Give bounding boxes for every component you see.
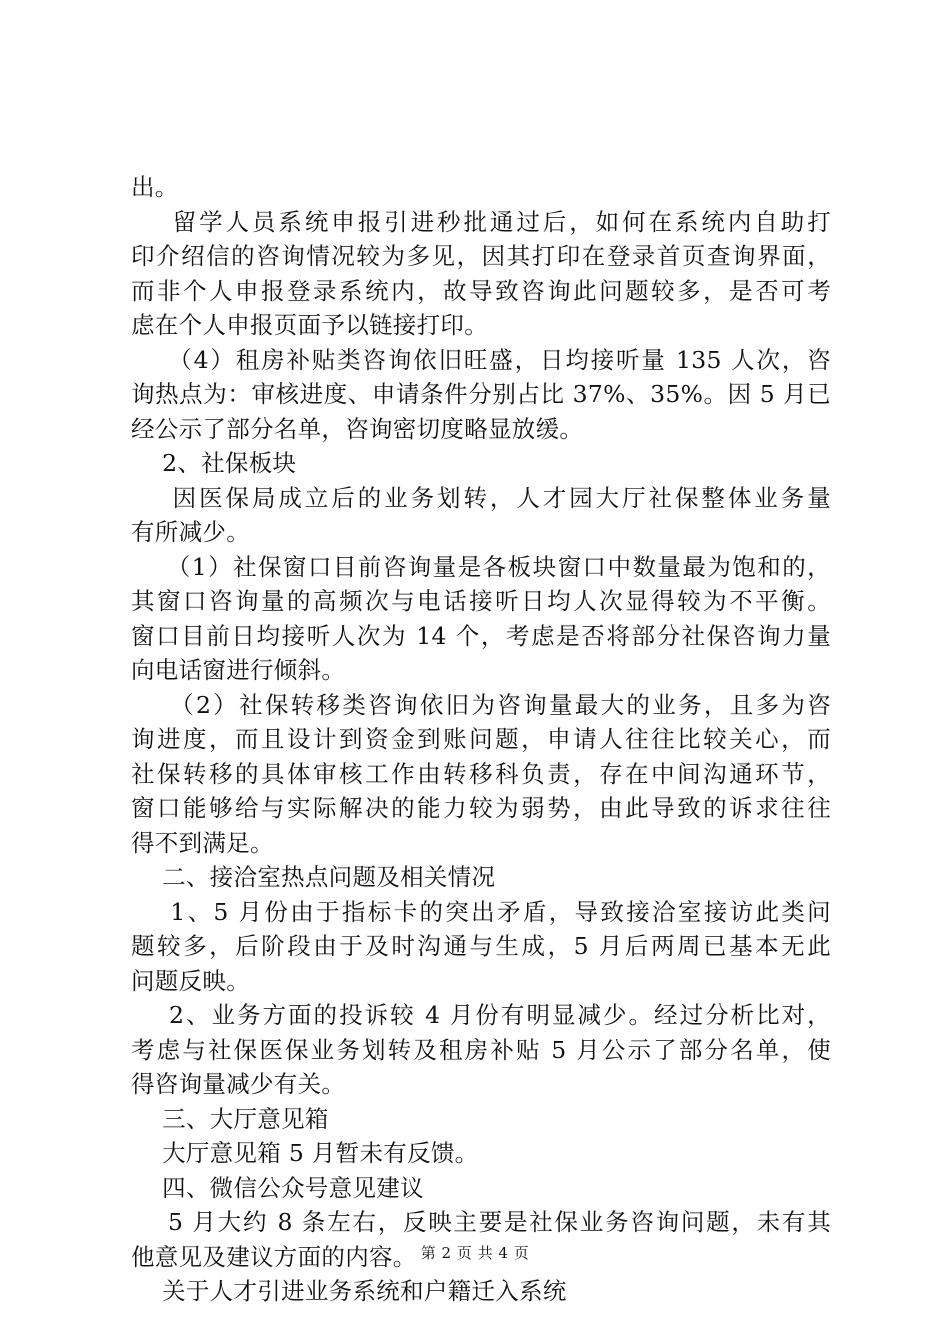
text-line: 大厅意见箱 5 月暂未有反馈。	[131, 1139, 479, 1167]
text-line: 有所减少。	[131, 518, 250, 546]
text-line: 题较多，后阶段由于及时沟通与生成，5 月后两周已基本无此	[131, 932, 831, 960]
text-line: 虑在个人申报页面予以链接打印。	[131, 311, 488, 339]
text-line: 询进度，而且设计到资金到账问题，申请人往往比较关心，而	[131, 725, 831, 753]
text-line: 2、业务方面的投诉较 4 月份有明显减少。经过分析比对，	[131, 1001, 831, 1029]
text-line: 其窗口咨询量的高频次与电话接听日均人次显得较为不平衡。	[131, 587, 831, 615]
text-line: 得不到满足。	[131, 828, 274, 857]
text-line: 社保转移的具体审核工作由转移科负责，存在中间沟通环节，	[131, 759, 831, 788]
text-line: 出。	[131, 173, 179, 201]
text-line: 因医保局成立后的业务划转，人才园大厅社保整体业务量	[131, 483, 831, 512]
section-heading: 2、社保板块	[131, 449, 297, 477]
text-line: 考虑与社保医保业务划转及租房补贴 5 月公示了部分名单，使	[131, 1035, 831, 1064]
text-line: 而非个人申报登录系统内，故导致咨询此问题较多，是否可考	[131, 276, 831, 305]
text-line: 经公示了部分名单，咨询密切度略显放缓。	[131, 414, 584, 443]
document-body	[131, 170, 831, 1309]
text-line: 印介绍信的咨询情况较为多见，因其打印在登录首页查询界面，	[131, 242, 831, 270]
section-heading: 三、大厅意见箱	[131, 1104, 329, 1133]
text-line: （4）租房补贴类咨询依旧旺盛，日均接听量 135 人次，咨	[131, 345, 831, 374]
text-line: 询热点为：审核进度、申请条件分别占比 37%、35%。因 5 月已	[131, 380, 831, 408]
text-line: 窗口目前日均接听人次为 14 个，考虑是否将部分社保咨询力量	[131, 621, 831, 650]
text-line: （1）社保窗口目前咨询量是各板块窗口中数量最为饱和的，	[131, 552, 831, 581]
text-line: 窗口能够给与实际解决的能力较为弱势，由此导致的诉求往往	[131, 794, 831, 822]
section-heading: 关于人才引进业务系统和户籍迁入系统	[131, 1277, 567, 1305]
text-line: 留学人员系统申报引进秒批通过后，如何在系统内自助打	[131, 207, 831, 236]
text-line: 向电话窗进行倾斜。	[131, 656, 346, 684]
text-line: 得咨询量减少有关。	[131, 1070, 346, 1098]
text-line: （2）社保转移类咨询依旧为咨询量最大的业务，且多为咨	[131, 690, 831, 719]
section-heading: 二、接洽室热点问题及相关情况	[131, 863, 496, 891]
text-line: 他意见及建议方面的内容。	[131, 1242, 417, 1271]
text-line: 5 月大约 8 条左右，反映主要是社保业务咨询问题，未有其	[131, 1208, 831, 1236]
text-line: 1、5 月份由于指标卡的突出矛盾，导致接洽室接访此类问	[131, 897, 831, 926]
page-number-footer: 第 2 页 共 4 页	[420, 1244, 530, 1262]
text-line: 问题反映。	[131, 966, 250, 995]
section-heading: 四、微信公众号意见建议	[131, 1173, 424, 1202]
